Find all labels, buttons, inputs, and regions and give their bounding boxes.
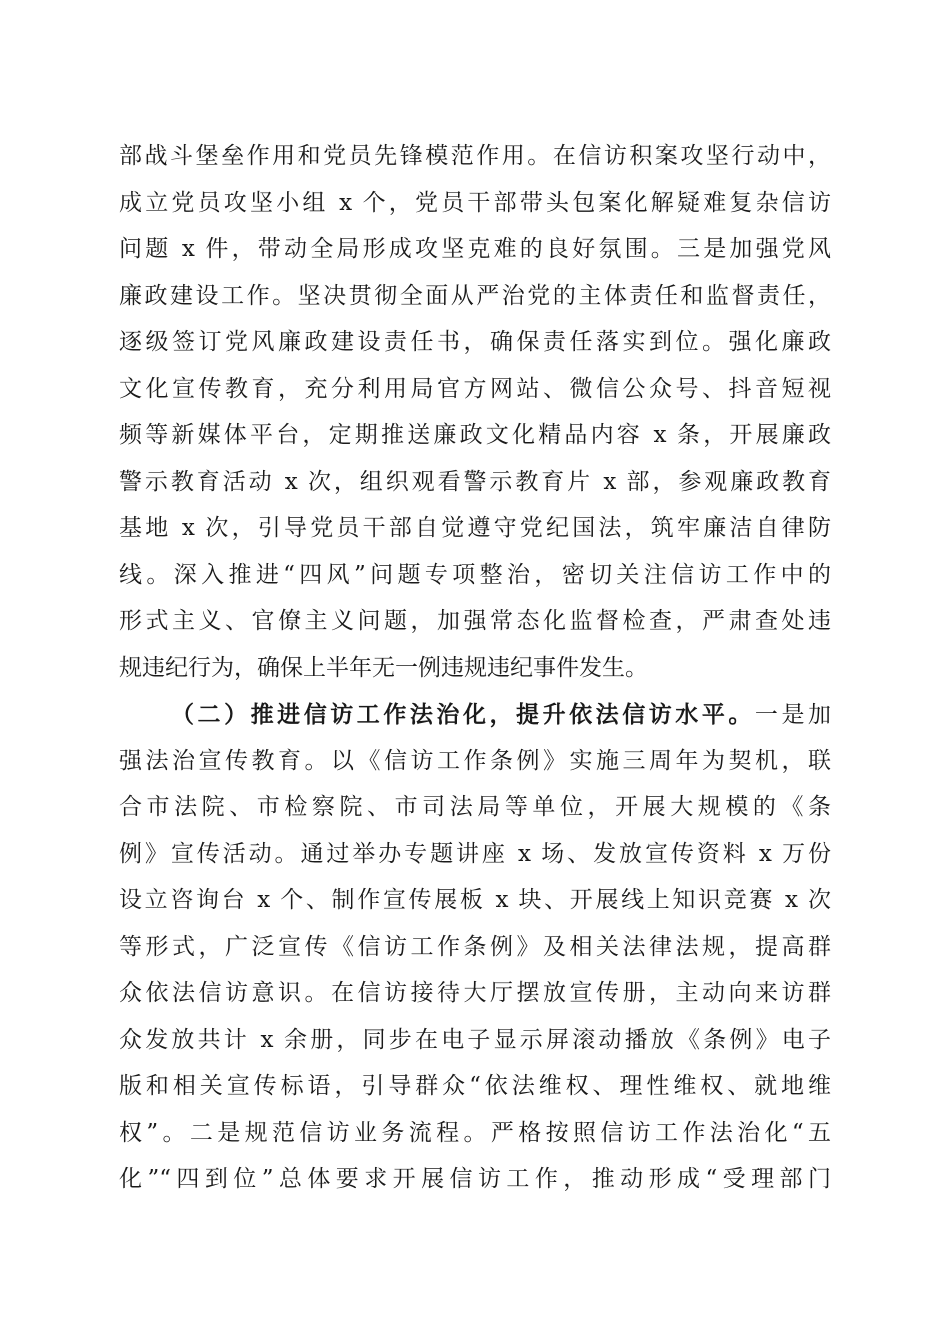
text-line: 形式主义、官僚主义问题，加强常态化监督检查，严肃查处违 xyxy=(119,608,831,634)
text-line: 合市法院、市检察院、市司法局等单位，开展大规模的《条 xyxy=(119,794,831,820)
section-heading-line xyxy=(119,694,831,735)
section-heading: （二）推进信访工作法治化，提升依法信访水平。 xyxy=(171,701,755,728)
text-line: 频等新媒体平台，定期推送廉政文化精品内容 x 条，开展廉政 xyxy=(119,422,831,448)
text-line: 基地 x 次，引导党员干部自觉遵守党纪国法，筑牢廉洁自律防 xyxy=(119,515,831,541)
text-line: 警示教育活动 x 次，组织观看警示教育片 x 部，参观廉政教育 xyxy=(119,468,831,495)
text-line: 众发放共计 x 余册，同步在电子显示屏滚动播放《条例》电子 xyxy=(119,1026,831,1053)
document-body xyxy=(119,136,831,1206)
text-line: 众依法信访意识。在信访接待大厅摆放宣传册，主动向来访群 xyxy=(119,980,831,1006)
text-line: 部战斗堡垒作用和党员先锋模范作用。在信访积案攻坚行动中， xyxy=(119,143,831,169)
text-line: 例》宣传活动。通过举办专题讲座 x 场、发放宣传资料 x 万份 xyxy=(119,840,831,867)
text-line: 廉政建设工作。坚决贯彻全面从严治党的主体责任和监督责任， xyxy=(119,282,831,309)
text-line: 权”。二是规范信访业务流程。严格按照信访工作法治化“五 xyxy=(119,1119,831,1146)
heading-line-rest: 一是加 xyxy=(754,702,832,728)
text-line: 文化宣传教育，充分利用局官方网站、微信公众号、抖音短视 xyxy=(119,375,831,402)
text-line: 逐级签订党风廉政建设责任书，确保责任落实到位。强化廉政 xyxy=(119,329,831,355)
text-line: 问题 x 件，带动全局形成攻坚克难的良好氛围。三是加强党风 xyxy=(119,236,831,262)
text-line: 强法治宣传教育。以《信访工作条例》实施三周年为契机，联 xyxy=(119,747,831,774)
text-line: 线。深入推进“四风”问题专项整治，密切关注信访工作中的 xyxy=(119,561,831,588)
text-line: 化”“四到位”总体要求开展信访工作，推动形成“受理部门 xyxy=(119,1166,831,1192)
text-line: 等形式，广泛宣传《信访工作条例》及相关法律法规，提高群 xyxy=(119,933,831,960)
text-line: 版和相关宣传标语，引导群众“依法维权、理性维权、就地维 xyxy=(119,1073,831,1099)
text-line: 设立咨询台 x 个、制作宣传展板 x 块、开展线上知识竞赛 x 次 xyxy=(119,887,831,913)
text-line: 规违纪行为，确保上半年无一例违规违纪事件发生。 xyxy=(119,654,648,681)
text-line: 成立党员攻坚小组 x 个，党员干部带头包案化解疑难复杂信访 xyxy=(119,189,831,216)
